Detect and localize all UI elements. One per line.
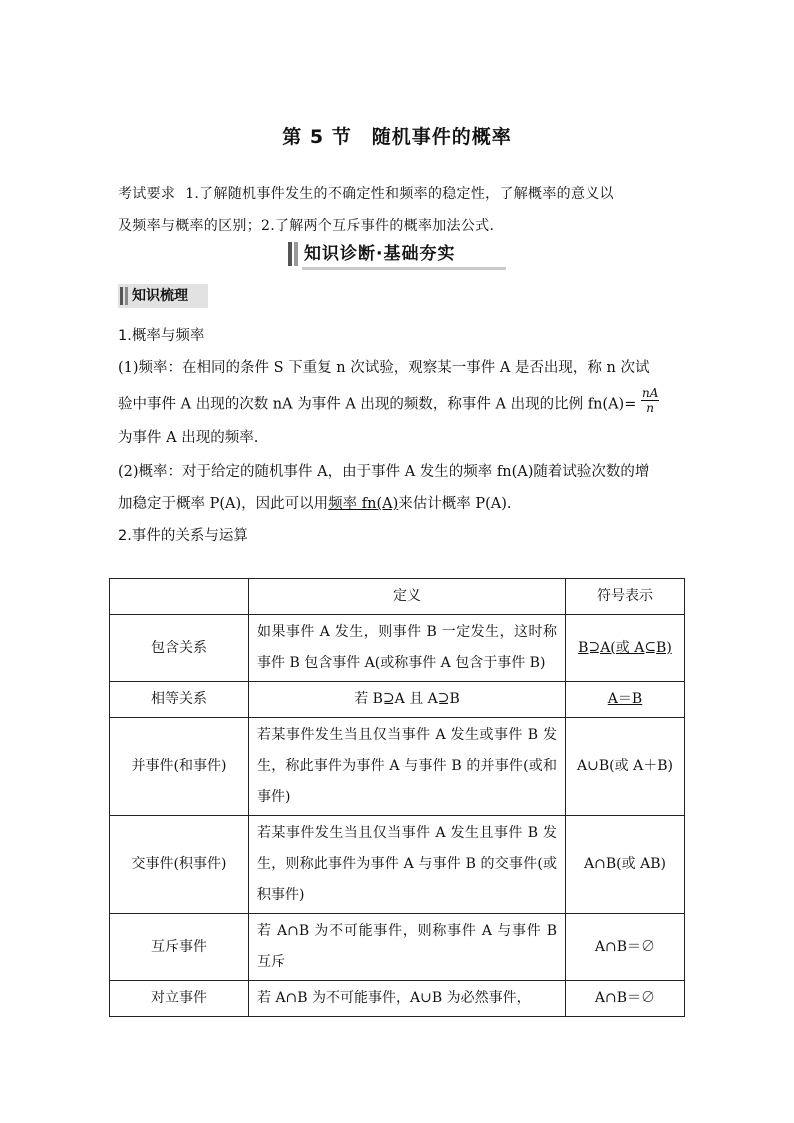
table-row bbox=[110, 981, 685, 1017]
paragraph-probability-line-1: (2)概率：对于给定的随机事件 A，由于事件 A 发生的频率 fn(A)随着试验次数的增 bbox=[118, 464, 650, 480]
relation-name: 交事件(积事件) bbox=[110, 816, 249, 914]
banner-bar-icon bbox=[294, 242, 298, 266]
label-bar-icon bbox=[125, 287, 128, 305]
table-row bbox=[110, 615, 685, 682]
relation-name: 互斥事件 bbox=[110, 914, 249, 981]
table-row bbox=[110, 816, 685, 914]
underlined-frequency: 频率 fn(A) bbox=[328, 496, 399, 512]
fraction-numerator: nA bbox=[641, 386, 659, 400]
relation-definition: 若 A∩B 为不可能事件，A∪B 为必然事件， bbox=[249, 981, 566, 1017]
exam-requirements bbox=[118, 178, 684, 242]
banner-underline bbox=[302, 267, 506, 270]
paragraph-frequency-line-3: 为事件 A 出现的频率. bbox=[118, 430, 259, 446]
table-header-cell bbox=[110, 579, 249, 615]
relation-definition: 若 B⊇A 且 A⊇B bbox=[249, 682, 566, 718]
relation-definition: 若某事件发生当且仅当事件 A 发生且事件 B 发生，则称此事件为事件 A 与事件 B 的交事件(或积事件) bbox=[249, 816, 566, 914]
table-header-cell: 定义 bbox=[249, 579, 566, 615]
heading-probability-frequency: 1.概率与频率 bbox=[118, 328, 205, 344]
requirements-label: 考试要求 bbox=[118, 186, 176, 202]
event-relations-table bbox=[109, 578, 685, 1017]
label-bar-icon bbox=[120, 287, 123, 305]
page-title: 第 5 节 随机事件的概率 bbox=[282, 126, 512, 148]
relation-definition: 如果事件 A 发生，则事件 B 一定发生，这时称事件 B 包含事件 A(或称事件 A 包含于事件 B) bbox=[249, 615, 566, 682]
table-header-cell: 符号表示 bbox=[566, 579, 685, 615]
relation-symbol: A＝B bbox=[566, 682, 685, 718]
section-label bbox=[118, 284, 208, 308]
paragraph-frequency-line-1: (1)频率：在相同的条件 S 下重复 n 次试验，观察某一事件 A 是否出现，称 n 次试 bbox=[118, 360, 650, 376]
paragraph-frequency-line-2: 验中事件 A 出现的次数 nA 为事件 A 出现的频数，称事件 A 出现的比例 fn(A)= $\frac{nA}{n}$ bbox=[118, 386, 659, 415]
frequency-fraction bbox=[641, 386, 659, 415]
relation-symbol: A∩B(或 AB) bbox=[566, 816, 685, 914]
paragraph-probability-line-2: 加稳定于概率 P(A)，因此可以用频率 fn(A)来估计概率 P(A). bbox=[118, 496, 512, 512]
banner-bar-icon bbox=[288, 242, 292, 266]
table-header-row bbox=[110, 579, 685, 615]
relation-name: 对立事件 bbox=[110, 981, 249, 1017]
section-banner bbox=[288, 240, 506, 268]
table-row bbox=[110, 718, 685, 816]
relation-name: 相等关系 bbox=[110, 682, 249, 718]
relation-symbol: A∩B＝∅ bbox=[566, 914, 685, 981]
table-row bbox=[110, 682, 685, 718]
fraction-denominator: n bbox=[646, 401, 655, 415]
relation-symbol: A∩B＝∅ bbox=[566, 981, 685, 1017]
relation-name: 并事件(和事件) bbox=[110, 718, 249, 816]
requirements-line-2: 及频率与概率的区别；2.了解两个互斥事件的概率加法公式. bbox=[118, 218, 495, 234]
relation-definition: 若 A∩B 为不可能事件，则称事件 A 与事件 B 互斥 bbox=[249, 914, 566, 981]
requirements-line-1: 考试要求 1.了解随机事件发生的不确定性和频率的稳定性，了解概率的意义以 bbox=[118, 186, 614, 202]
relation-name: 包含关系 bbox=[110, 615, 249, 682]
table-row bbox=[110, 914, 685, 981]
section-label-text: 知识梳理 bbox=[132, 288, 188, 304]
banner-title: 知识诊断·基础夯实 bbox=[304, 244, 456, 264]
heading-event-relations: 2.事件的关系与运算 bbox=[118, 528, 248, 544]
relation-symbol: A∪B(或 A＋B) bbox=[566, 718, 685, 816]
relation-definition: 若某事件发生当且仅当事件 A 发生或事件 B 发生，称此事件为事件 A 与事件 B 的并事件(或和事件) bbox=[249, 718, 566, 816]
relation-symbol: B⊇A(或 A⊆B) bbox=[566, 615, 685, 682]
